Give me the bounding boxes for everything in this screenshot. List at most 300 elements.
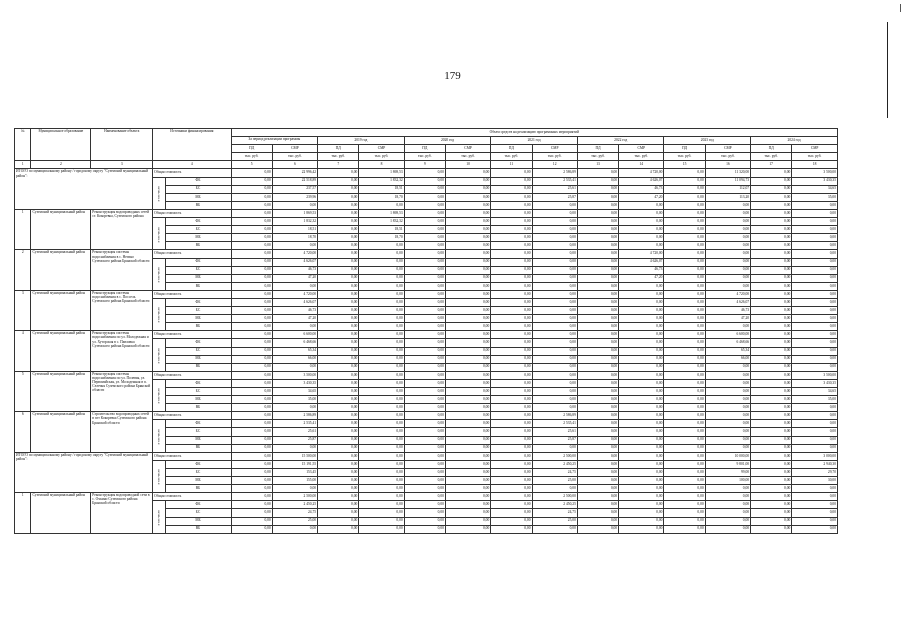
value-cell: 0,00 <box>751 298 792 306</box>
value-cell: 0,00 <box>359 290 404 298</box>
value-cell: 0,00 <box>445 169 490 177</box>
value-cell: 0,00 <box>619 420 664 428</box>
value-cell: 0,00 <box>664 177 705 185</box>
header-financing: Источники финансирования <box>153 129 231 161</box>
value-cell: 0,00 <box>577 444 618 452</box>
value-cell: 0,00 <box>404 266 445 274</box>
value-cell: 0,00 <box>619 412 664 420</box>
value-cell: 0,00 <box>445 226 490 234</box>
funding-source: БС <box>165 388 231 396</box>
value-cell: 0,00 <box>404 218 445 226</box>
value-cell: 0,00 <box>231 234 272 242</box>
value-cell: 0,00 <box>318 266 359 274</box>
value-cell: 0,00 <box>231 517 272 525</box>
value-cell: 6 600,00 <box>705 331 750 339</box>
funding-source: ВБ <box>165 201 231 209</box>
value-cell: 0,00 <box>751 517 792 525</box>
value-cell: 0,00 <box>359 363 404 371</box>
budget-table <box>14 128 838 534</box>
value-cell: 0,00 <box>491 355 532 363</box>
value-cell: 0,00 <box>445 428 490 436</box>
value-cell: 0,00 <box>491 218 532 226</box>
value-cell: 0,00 <box>231 379 272 387</box>
funding-source: БС <box>165 428 231 436</box>
column-number: 9 <box>404 161 445 169</box>
value-cell: 0,00 <box>577 396 618 404</box>
row-number: 5 <box>15 371 31 411</box>
value-cell: 0,00 <box>231 226 272 234</box>
value-cell: 1 832,32 <box>272 218 317 226</box>
funding-source: БС <box>165 347 231 355</box>
value-cell: 0,00 <box>792 363 838 371</box>
funding-source: ФБ <box>165 501 231 509</box>
value-cell: 0,00 <box>751 371 792 379</box>
funding-source: ФБ <box>165 298 231 306</box>
header-unit: тыс. руб. <box>532 153 577 161</box>
value-cell: 0,00 <box>705 242 750 250</box>
value-cell: 0,00 <box>751 185 792 193</box>
value-cell: 2 500,00 <box>272 493 317 501</box>
value-cell: 0,00 <box>318 315 359 323</box>
value-cell: 0,00 <box>231 307 272 315</box>
column-number: 5 <box>231 161 272 169</box>
value-cell: 0,00 <box>231 428 272 436</box>
value-cell: 4 720,00 <box>272 250 317 258</box>
value-cell: 35,00 <box>792 193 838 201</box>
value-cell: 0,00 <box>445 177 490 185</box>
value-cell: 0,00 <box>751 331 792 339</box>
value-cell: 2 500,00 <box>532 452 577 460</box>
value-cell: 0,00 <box>404 371 445 379</box>
value-cell: 0,00 <box>577 525 618 533</box>
value-cell: 0,00 <box>751 234 792 242</box>
value-cell: 0,00 <box>404 282 445 290</box>
value-cell: 0,00 <box>318 420 359 428</box>
value-cell: 2 535,41 <box>532 420 577 428</box>
value-cell: 0,00 <box>404 250 445 258</box>
funding-source: ВБ <box>165 282 231 290</box>
value-cell: 0,00 <box>577 485 618 493</box>
value-cell: 0,00 <box>751 323 792 331</box>
header-pd: ПД <box>664 145 705 153</box>
funding-source: ВБ <box>165 323 231 331</box>
value-cell: 0,00 <box>318 218 359 226</box>
in-that-number-label: в том числе: <box>153 379 165 411</box>
value-cell: 0,00 <box>359 485 404 493</box>
value-cell: 0,00 <box>404 396 445 404</box>
value-cell: 0,00 <box>359 412 404 420</box>
value-cell: 18,70 <box>272 234 317 242</box>
value-cell: 0,00 <box>359 371 404 379</box>
funding-source: МБ <box>165 436 231 444</box>
value-cell: 0,00 <box>532 298 577 306</box>
value-cell: 34,65 <box>792 388 838 396</box>
header-total-period: За период реализации программы <box>231 137 318 145</box>
value-cell: 0,00 <box>577 290 618 298</box>
value-cell: 0,00 <box>404 242 445 250</box>
value-cell: 0,00 <box>619 218 664 226</box>
value-cell: 0,00 <box>619 201 664 209</box>
value-cell: 0,00 <box>577 388 618 396</box>
value-cell: 0,00 <box>272 363 317 371</box>
object-name: Реконструкция системы водоснабжения в с. Поссель Суземского района Брянской области <box>91 290 153 330</box>
value-cell: 0,00 <box>445 274 490 282</box>
value-cell: 2 586,89 <box>532 412 577 420</box>
value-cell: 0,00 <box>404 290 445 298</box>
funding-source: БС <box>165 185 231 193</box>
value-cell: 0,00 <box>532 242 577 250</box>
funding-source: МБ <box>165 315 231 323</box>
column-number: 14 <box>619 161 664 169</box>
value-cell: 0,00 <box>532 339 577 347</box>
value-cell: 35,00 <box>792 396 838 404</box>
value-cell: 0,00 <box>445 242 490 250</box>
value-cell: 0,00 <box>359 477 404 485</box>
value-cell: 0,00 <box>532 315 577 323</box>
value-cell: 0,00 <box>272 485 317 493</box>
header-smr: СМР <box>532 145 577 153</box>
value-cell: 0,00 <box>705 218 750 226</box>
value-cell: 0,00 <box>491 468 532 476</box>
value-cell: 0,00 <box>577 258 618 266</box>
value-cell: 0,00 <box>445 396 490 404</box>
value-cell: 0,00 <box>318 363 359 371</box>
value-cell: 0,00 <box>318 371 359 379</box>
value-cell: 0,00 <box>445 363 490 371</box>
value-cell: 0,00 <box>751 404 792 412</box>
row-number: 6 <box>15 412 31 452</box>
value-cell: 0,00 <box>404 420 445 428</box>
value-cell: 0,00 <box>705 509 750 517</box>
value-cell: 0,00 <box>404 323 445 331</box>
value-cell: 6 600,00 <box>272 331 317 339</box>
value-cell: 0,00 <box>231 218 272 226</box>
funding-source: БС <box>165 307 231 315</box>
value-cell: 0,00 <box>664 250 705 258</box>
value-cell: 3 000,00 <box>792 452 838 460</box>
value-cell: 2 450,25 <box>272 501 317 509</box>
value-cell: 0,00 <box>664 193 705 201</box>
value-cell: 0,00 <box>751 218 792 226</box>
value-cell: 0,00 <box>491 363 532 371</box>
value-cell: 0,00 <box>445 258 490 266</box>
value-cell: 0,00 <box>491 282 532 290</box>
value-cell: 0,00 <box>445 266 490 274</box>
value-cell: 0,00 <box>445 412 490 420</box>
value-cell: 0,00 <box>404 452 445 460</box>
value-cell: 0,00 <box>318 290 359 298</box>
value-cell: 0,00 <box>751 339 792 347</box>
value-cell: 0,00 <box>404 169 445 177</box>
value-cell: 0,00 <box>318 452 359 460</box>
value-cell: 0,00 <box>318 185 359 193</box>
value-cell: 0,00 <box>231 209 272 217</box>
value-cell: 0,00 <box>532 218 577 226</box>
value-cell: 0,00 <box>404 331 445 339</box>
value-cell: 0,00 <box>231 250 272 258</box>
value-cell: 0,00 <box>664 355 705 363</box>
column-number: 2 <box>31 161 91 169</box>
value-cell: 0,00 <box>532 388 577 396</box>
value-cell: 0,00 <box>664 404 705 412</box>
value-cell: 237,57 <box>272 185 317 193</box>
row-number: 3 <box>15 290 31 330</box>
value-cell: 0,00 <box>359 250 404 258</box>
value-cell: 0,00 <box>404 428 445 436</box>
value-cell: 46,73 <box>272 307 317 315</box>
value-cell: 0,00 <box>491 209 532 217</box>
value-cell: 2 500,00 <box>532 493 577 501</box>
funding-source: ВБ <box>165 525 231 533</box>
value-cell: 0,00 <box>619 388 664 396</box>
value-cell: 0,00 <box>619 331 664 339</box>
value-cell: 2 586,89 <box>272 412 317 420</box>
value-cell: 0,00 <box>445 525 490 533</box>
value-cell: 0,00 <box>445 477 490 485</box>
value-cell: 0,00 <box>619 404 664 412</box>
value-cell: 0,00 <box>404 485 445 493</box>
value-cell: 0,00 <box>577 436 618 444</box>
header-year: 2022 год <box>577 137 664 145</box>
value-cell: 0,00 <box>445 250 490 258</box>
value-cell: 0,00 <box>404 525 445 533</box>
value-cell: 0,00 <box>359 331 404 339</box>
value-cell: 0,00 <box>272 404 317 412</box>
value-cell: 0,00 <box>792 315 838 323</box>
value-cell: 0,00 <box>491 485 532 493</box>
funding-source: МБ <box>165 396 231 404</box>
value-cell: 0,00 <box>705 517 750 525</box>
value-cell: 0,00 <box>577 193 618 201</box>
value-cell: 0,00 <box>231 298 272 306</box>
value-cell: 0,00 <box>359 404 404 412</box>
value-cell: 0,00 <box>445 371 490 379</box>
value-cell: 0,00 <box>318 517 359 525</box>
value-cell: 0,00 <box>359 517 404 525</box>
value-cell: 47,20 <box>619 193 664 201</box>
value-cell: 0,00 <box>445 323 490 331</box>
in-that-number-label: в том числе: <box>153 460 165 492</box>
value-cell: 0,00 <box>664 509 705 517</box>
value-cell: 0,00 <box>359 307 404 315</box>
value-cell: 0,00 <box>664 218 705 226</box>
value-cell: 0,00 <box>231 444 272 452</box>
value-cell: 2 940,30 <box>792 460 838 468</box>
value-cell: 0,00 <box>491 493 532 501</box>
value-cell: 10 000,00 <box>705 452 750 460</box>
value-cell: 0,00 <box>792 493 838 501</box>
value-cell: 0,00 <box>664 420 705 428</box>
value-cell: 0,00 <box>231 355 272 363</box>
value-cell: 113,20 <box>705 193 750 201</box>
value-cell: 0,00 <box>664 258 705 266</box>
value-cell: 0,00 <box>577 371 618 379</box>
value-cell: 0,00 <box>792 226 838 234</box>
binding-edge-line <box>887 22 888 118</box>
object-name: Реконструкция системы водоснабжения по ул. Молодежная и ул. Хуторская в с. Павловка Суземского района Брянской области <box>91 331 153 371</box>
value-cell: 0,00 <box>445 234 490 242</box>
funding-source: ВБ <box>165 444 231 452</box>
value-cell: 0,00 <box>445 509 490 517</box>
value-cell: 0,00 <box>404 517 445 525</box>
value-cell: 0,00 <box>491 185 532 193</box>
header-unit: тыс. руб. <box>318 153 359 161</box>
value-cell: 0,00 <box>792 250 838 258</box>
value-cell: 0,00 <box>705 201 750 209</box>
value-cell: 0,00 <box>491 436 532 444</box>
value-cell: 0,00 <box>577 266 618 274</box>
value-cell: 0,00 <box>751 444 792 452</box>
value-cell: 0,00 <box>792 355 838 363</box>
value-cell: 2 450,25 <box>532 501 577 509</box>
table-row <box>15 290 838 298</box>
column-number: 15 <box>664 161 705 169</box>
value-cell: 0,00 <box>231 290 272 298</box>
value-cell: 0,00 <box>532 250 577 258</box>
value-cell: 0,00 <box>359 242 404 250</box>
header-smr: СМР <box>619 145 664 153</box>
value-cell: 0,00 <box>619 477 664 485</box>
value-cell: 0,00 <box>491 193 532 201</box>
value-cell: 0,00 <box>792 258 838 266</box>
value-cell: 0,00 <box>619 234 664 242</box>
value-cell: 0,00 <box>231 347 272 355</box>
value-cell: 0,00 <box>705 274 750 282</box>
value-cell: 3 500,00 <box>272 371 317 379</box>
value-cell: 15 500,00 <box>272 452 317 460</box>
header-object: Наименование объекта <box>91 129 153 161</box>
value-cell: 0,00 <box>445 436 490 444</box>
value-cell: 0,00 <box>231 501 272 509</box>
value-cell: 0,00 <box>619 396 664 404</box>
value-cell: 0,00 <box>751 250 792 258</box>
value-cell: 24,75 <box>272 509 317 517</box>
value-cell: 0,00 <box>491 331 532 339</box>
value-cell: 0,00 <box>359 339 404 347</box>
value-cell: 0,00 <box>792 274 838 282</box>
value-cell: 66,00 <box>705 355 750 363</box>
header-smr: СМР <box>272 145 317 153</box>
value-cell: 0,00 <box>445 444 490 452</box>
value-cell: 1 869,53 <box>359 169 404 177</box>
value-cell: 0,00 <box>619 315 664 323</box>
funding-source: ФБ <box>165 460 231 468</box>
value-cell: 0,00 <box>231 266 272 274</box>
value-cell: 0,00 <box>577 331 618 339</box>
value-cell: 0,00 <box>231 525 272 533</box>
value-cell: 0,00 <box>532 307 577 315</box>
value-cell: 0,00 <box>705 436 750 444</box>
header-unit: тыс. руб. <box>705 153 750 161</box>
value-cell: 0,00 <box>532 371 577 379</box>
value-cell: 0,00 <box>318 234 359 242</box>
header-municipality: Муниципальное образование <box>31 129 91 161</box>
value-cell: 0,00 <box>577 493 618 501</box>
municipality-name: Суземский муниципальный район <box>31 290 91 330</box>
value-cell: 0,00 <box>318 509 359 517</box>
value-cell: 0,00 <box>792 218 838 226</box>
value-cell: 22 996,42 <box>272 169 317 177</box>
value-cell: 0,00 <box>491 169 532 177</box>
value-cell: 0,00 <box>577 428 618 436</box>
value-cell: 0,00 <box>664 452 705 460</box>
value-cell: 0,00 <box>491 290 532 298</box>
value-cell: 0,00 <box>318 298 359 306</box>
value-cell: 0,00 <box>445 209 490 217</box>
value-cell: 0,00 <box>231 436 272 444</box>
header-year: 2019 год <box>318 137 405 145</box>
value-cell: 0,00 <box>359 396 404 404</box>
value-cell: 0,00 <box>445 331 490 339</box>
value-cell: 0,00 <box>619 525 664 533</box>
value-cell: 0,00 <box>359 420 404 428</box>
value-cell: 0,00 <box>577 420 618 428</box>
total-cost-label: Общая стоимость <box>153 412 231 420</box>
municipality-name: Суземский муниципальный район <box>31 331 91 371</box>
value-cell: 0,00 <box>705 493 750 501</box>
municipality-name: Суземский муниципальный район <box>31 412 91 452</box>
header-unit: тыс. руб. <box>491 153 532 161</box>
value-cell: 0,00 <box>272 444 317 452</box>
value-cell: 0,00 <box>404 460 445 468</box>
value-cell: 0,00 <box>404 493 445 501</box>
value-cell: 0,00 <box>445 517 490 525</box>
in-that-number-label: в том числе: <box>153 218 165 250</box>
value-cell: 0,00 <box>404 404 445 412</box>
value-cell: 0,00 <box>751 274 792 282</box>
value-cell: 0,00 <box>231 420 272 428</box>
value-cell: 0,00 <box>792 428 838 436</box>
funding-source: ВБ <box>165 363 231 371</box>
value-cell: 0,00 <box>664 436 705 444</box>
value-cell: 0,00 <box>792 201 838 209</box>
value-cell: 0,00 <box>404 185 445 193</box>
value-cell: 0,00 <box>272 282 317 290</box>
header-unit: тыс. руб. <box>359 153 404 161</box>
header-unit: тыс. руб. <box>272 153 317 161</box>
value-cell: 0,00 <box>445 468 490 476</box>
value-cell: 0,00 <box>751 452 792 460</box>
value-cell: 0,00 <box>404 412 445 420</box>
municipality-name: Суземский муниципальный район <box>31 493 91 533</box>
value-cell: 0,00 <box>231 452 272 460</box>
value-cell: 0,00 <box>359 282 404 290</box>
value-cell: 0,00 <box>318 477 359 485</box>
in-that-number-label: в том числе: <box>153 420 165 452</box>
value-cell: 0,00 <box>664 347 705 355</box>
value-cell: 0,00 <box>404 177 445 185</box>
value-cell: 0,00 <box>445 452 490 460</box>
table-row <box>15 331 838 339</box>
header-smr: СМР <box>445 145 490 153</box>
value-cell: 0,00 <box>619 444 664 452</box>
value-cell: 0,00 <box>664 339 705 347</box>
value-cell: 0,00 <box>664 185 705 193</box>
value-cell: 0,00 <box>532 209 577 217</box>
corner-mark <box>900 4 901 12</box>
value-cell: 0,00 <box>577 218 618 226</box>
value-cell: 0,00 <box>404 339 445 347</box>
value-cell: 0,00 <box>491 307 532 315</box>
value-cell: 0,00 <box>751 525 792 533</box>
value-cell: 100,00 <box>705 477 750 485</box>
column-number: 13 <box>577 161 618 169</box>
value-cell: 0,00 <box>318 193 359 201</box>
value-cell: 0,00 <box>359 266 404 274</box>
value-cell: 0,00 <box>231 460 272 468</box>
value-cell: 0,00 <box>664 444 705 452</box>
value-cell: 0,00 <box>577 339 618 347</box>
